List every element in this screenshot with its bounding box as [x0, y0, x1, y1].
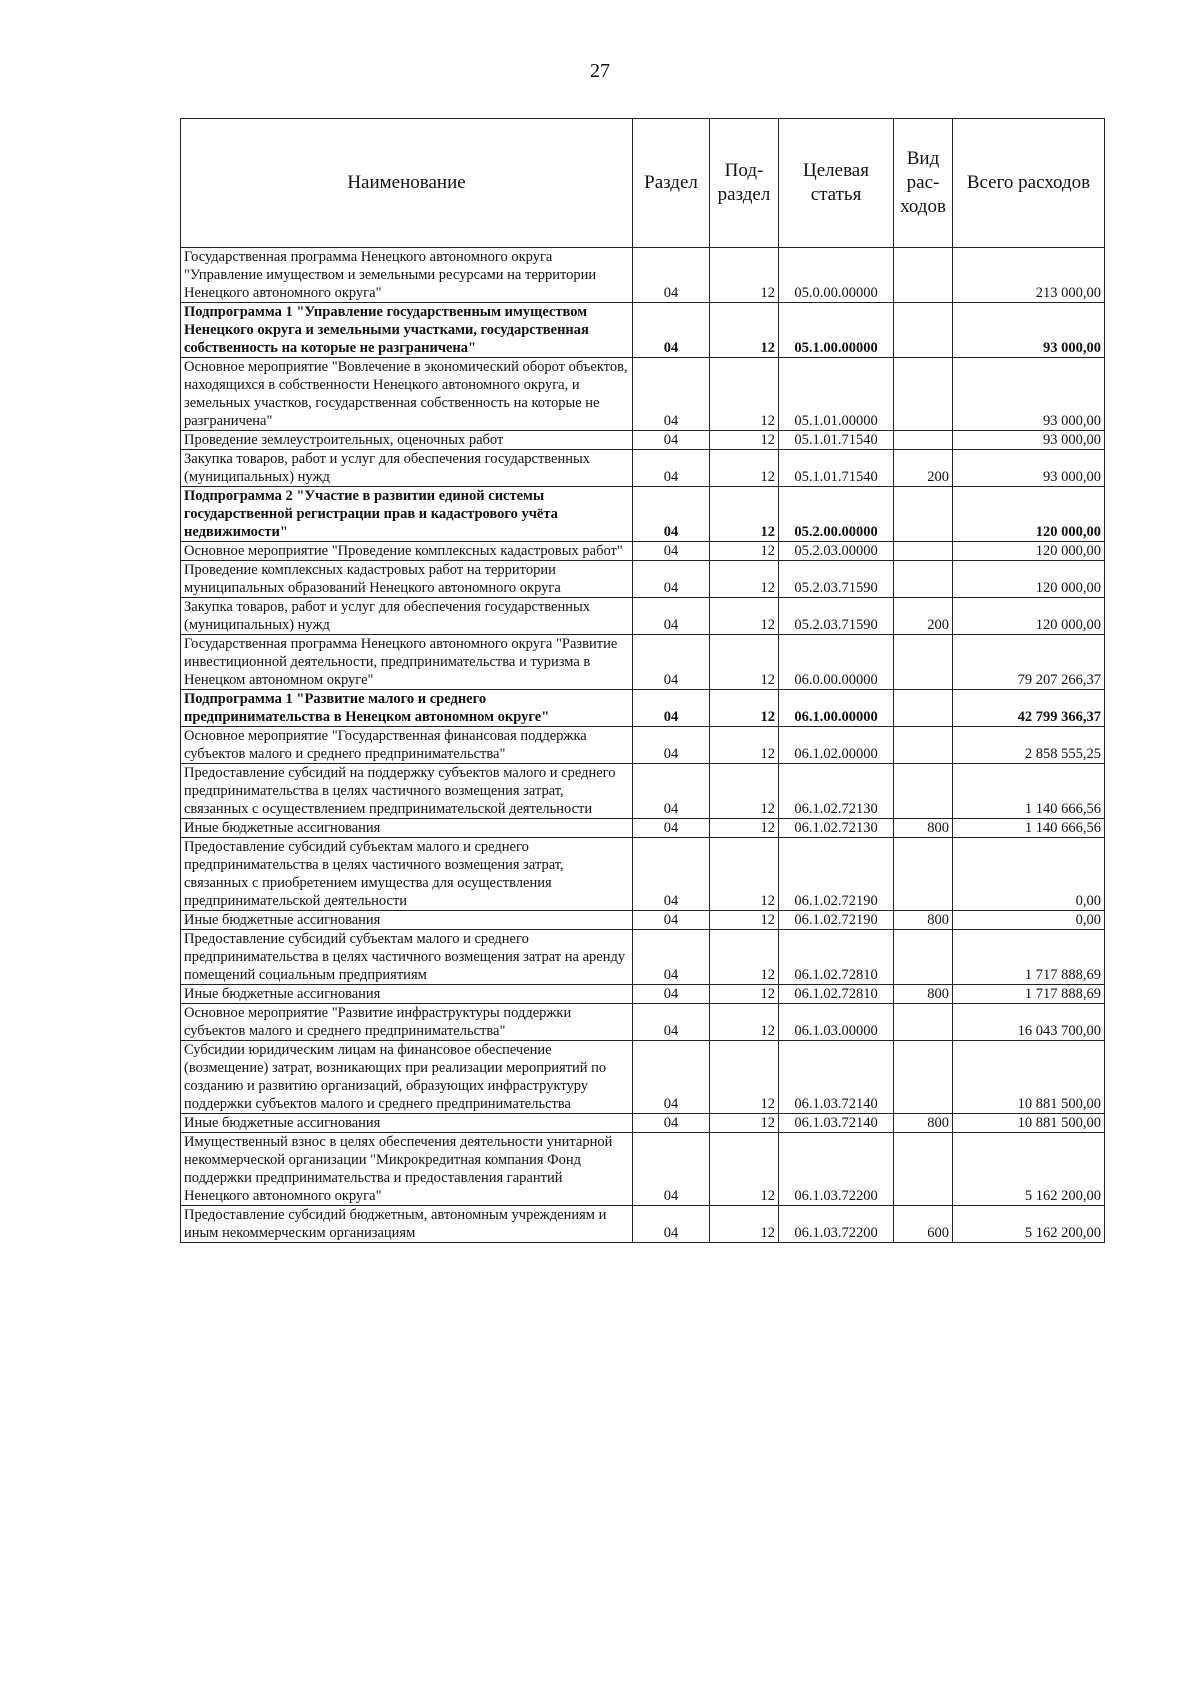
table-row	[181, 985, 1105, 1004]
table-row	[181, 487, 1105, 542]
row-total: 93 000,00	[953, 450, 1105, 487]
row-name: Имущественный взнос в целях обеспечения деятельности унитарной некоммерческой организации "Микрокредитная компания Фонд поддержки предпринимательства и предоставления гарантий Ненецкого автономного округа"	[181, 1133, 633, 1206]
row-kind: 200	[894, 450, 953, 487]
row-subsection: 12	[710, 930, 779, 985]
row-target: 06.1.02.00000	[779, 727, 894, 764]
row-subsection: 12	[710, 1004, 779, 1041]
row-subsection: 12	[710, 1041, 779, 1114]
row-kind: 800	[894, 985, 953, 1004]
table-row	[181, 764, 1105, 819]
table-row	[181, 635, 1105, 690]
row-name: Предоставление субсидий субъектам малого и среднего предпринимательства в целях частичного возмещения затрат, связанных с приобретением имущества для осуществления предпринимательской деятельности	[181, 838, 633, 911]
row-name: Иные бюджетные ассигнования	[181, 1114, 633, 1133]
row-name: Иные бюджетные ассигнования	[181, 819, 633, 838]
row-kind	[894, 431, 953, 450]
row-kind	[894, 690, 953, 727]
row-subsection: 12	[710, 358, 779, 431]
row-section: 04	[633, 542, 710, 561]
row-total: 0,00	[953, 911, 1105, 930]
table-row	[181, 561, 1105, 598]
row-subsection: 12	[710, 450, 779, 487]
row-name: Иные бюджетные ассигнования	[181, 985, 633, 1004]
budget-table-body	[181, 248, 1105, 1243]
row-target: 05.2.03.71590	[779, 598, 894, 635]
table-row	[181, 838, 1105, 911]
row-kind: 800	[894, 911, 953, 930]
row-total: 1 140 666,56	[953, 764, 1105, 819]
row-target: 06.1.02.72810	[779, 930, 894, 985]
row-subsection: 12	[710, 431, 779, 450]
row-kind	[894, 764, 953, 819]
table-row	[181, 819, 1105, 838]
row-name: Подпрограмма 1 "Развитие малого и среднего предпринимательства в Ненецком автономном округе"	[181, 690, 633, 727]
row-name: Подпрограмма 1 "Управление государственным имуществом Ненецкого округа и земельными участками, государственная собственность на которые не разграничена"	[181, 303, 633, 358]
table-row	[181, 930, 1105, 985]
row-target: 05.2.03.00000	[779, 542, 894, 561]
row-target: 06.1.02.72130	[779, 819, 894, 838]
row-target: 05.2.03.71590	[779, 561, 894, 598]
header-kind: Вид рас-ходов	[894, 119, 953, 248]
row-kind	[894, 727, 953, 764]
row-target: 06.1.03.00000	[779, 1004, 894, 1041]
row-total: 5 162 200,00	[953, 1133, 1105, 1206]
row-subsection: 12	[710, 985, 779, 1004]
table-row	[181, 1206, 1105, 1243]
row-section: 04	[633, 248, 710, 303]
row-total: 120 000,00	[953, 598, 1105, 635]
row-total: 120 000,00	[953, 542, 1105, 561]
row-section: 04	[633, 431, 710, 450]
row-name: Иные бюджетные ассигнования	[181, 911, 633, 930]
row-section: 04	[633, 1041, 710, 1114]
header-total: Всего расходов	[953, 119, 1105, 248]
row-subsection: 12	[710, 598, 779, 635]
row-name: Основное мероприятие "Развитие инфраструктуры поддержки субъектов малого и среднего предпринимательства"	[181, 1004, 633, 1041]
row-subsection: 12	[710, 764, 779, 819]
table-row	[181, 727, 1105, 764]
row-name: Предоставление субсидий субъектам малого и среднего предпринимательства в целях частичного возмещения затрат на аренду помещений социальным предприятиям	[181, 930, 633, 985]
row-name: Предоставление субсидий бюджетным, автономным учреждениям и иным некоммерческим организациям	[181, 1206, 633, 1243]
row-kind	[894, 838, 953, 911]
row-section: 04	[633, 727, 710, 764]
row-section: 04	[633, 690, 710, 727]
table-row	[181, 1004, 1105, 1041]
row-total: 93 000,00	[953, 303, 1105, 358]
row-total: 0,00	[953, 838, 1105, 911]
row-name: Проведение землеустроительных, оценочных работ	[181, 431, 633, 450]
row-subsection: 12	[710, 838, 779, 911]
row-total: 79 207 266,37	[953, 635, 1105, 690]
row-subsection: 12	[710, 1206, 779, 1243]
row-total: 1 717 888,69	[953, 985, 1105, 1004]
row-kind	[894, 248, 953, 303]
row-name: Государственная программа Ненецкого автономного округа "Управление имуществом и земельными ресурсами на территории Ненецкого автономного округа"	[181, 248, 633, 303]
row-section: 04	[633, 819, 710, 838]
row-subsection: 12	[710, 561, 779, 598]
row-section: 04	[633, 764, 710, 819]
row-name: Предоставление субсидий на поддержку субъектов малого и среднего предпринимательства в целях частичного возмещения затрат, связанных с осуществлением предпринимательской деятельности	[181, 764, 633, 819]
page-number: 27	[590, 60, 610, 82]
row-target: 06.1.03.72140	[779, 1041, 894, 1114]
row-kind: 200	[894, 598, 953, 635]
row-name: Субсидии юридическим лицам на финансовое обеспечение (возмещение) затрат, возникающих при реализации мероприятий по созданию и развитию организаций, образующих инфраструктуру поддержки субъектов малого и среднего предпринимательства	[181, 1041, 633, 1114]
row-section: 04	[633, 598, 710, 635]
row-total: 93 000,00	[953, 431, 1105, 450]
row-total: 213 000,00	[953, 248, 1105, 303]
row-subsection: 12	[710, 911, 779, 930]
row-subsection: 12	[710, 303, 779, 358]
row-name: Проведение комплексных кадастровых работ на территории муниципальных образований Ненецкого автономного округа	[181, 561, 633, 598]
row-target: 06.0.00.00000	[779, 635, 894, 690]
row-section: 04	[633, 985, 710, 1004]
row-kind	[894, 542, 953, 561]
row-section: 04	[633, 358, 710, 431]
row-name: Основное мероприятие "Вовлечение в экономический оборот объектов, находящихся в собственности Ненецкого автономного округа, и земельных участков, государственная собственность на которые не разграничена"	[181, 358, 633, 431]
row-target: 06.1.02.72130	[779, 764, 894, 819]
row-target: 05.0.00.00000	[779, 248, 894, 303]
row-subsection: 12	[710, 819, 779, 838]
row-kind	[894, 1004, 953, 1041]
row-total: 120 000,00	[953, 561, 1105, 598]
row-total: 2 858 555,25	[953, 727, 1105, 764]
table-row	[181, 358, 1105, 431]
row-kind	[894, 487, 953, 542]
row-subsection: 12	[710, 635, 779, 690]
row-kind: 800	[894, 1114, 953, 1133]
row-section: 04	[633, 303, 710, 358]
row-total: 16 043 700,00	[953, 1004, 1105, 1041]
table-row	[181, 690, 1105, 727]
row-kind: 800	[894, 819, 953, 838]
table-row	[181, 450, 1105, 487]
row-name: Закупка товаров, работ и услуг для обеспечения государственных (муниципальных) нужд	[181, 450, 633, 487]
table-row	[181, 1041, 1105, 1114]
row-target: 05.2.00.00000	[779, 487, 894, 542]
row-target: 05.1.01.71540	[779, 450, 894, 487]
header-subsection: Под-раздел	[710, 119, 779, 248]
row-target: 05.1.01.00000	[779, 358, 894, 431]
row-subsection: 12	[710, 1114, 779, 1133]
row-subsection: 12	[710, 690, 779, 727]
row-name: Государственная программа Ненецкого автономного округа "Развитие инвестиционной деятельности, предпринимательства и туризма в Ненецком автономном округе"	[181, 635, 633, 690]
row-section: 04	[633, 1114, 710, 1133]
table-header-row	[181, 119, 1105, 248]
table-row	[181, 598, 1105, 635]
table-row	[181, 911, 1105, 930]
row-section: 04	[633, 561, 710, 598]
row-target: 06.1.02.72190	[779, 838, 894, 911]
row-kind: 600	[894, 1206, 953, 1243]
row-target: 06.1.02.72810	[779, 985, 894, 1004]
row-subsection: 12	[710, 1133, 779, 1206]
row-target: 05.1.00.00000	[779, 303, 894, 358]
row-target: 06.1.02.72190	[779, 911, 894, 930]
header-name: Наименование	[181, 119, 633, 248]
row-target: 06.1.00.00000	[779, 690, 894, 727]
row-subsection: 12	[710, 727, 779, 764]
table-row	[181, 1114, 1105, 1133]
row-total: 120 000,00	[953, 487, 1105, 542]
row-section: 04	[633, 1004, 710, 1041]
row-subsection: 12	[710, 248, 779, 303]
row-name: Закупка товаров, работ и услуг для обеспечения государственных (муниципальных) нужд	[181, 598, 633, 635]
row-section: 04	[633, 450, 710, 487]
row-kind	[894, 303, 953, 358]
budget-table	[180, 118, 1105, 1243]
row-section: 04	[633, 487, 710, 542]
row-subsection: 12	[710, 487, 779, 542]
row-target: 06.1.03.72200	[779, 1206, 894, 1243]
header-target: Целевая статья	[779, 119, 894, 248]
table-row	[181, 303, 1105, 358]
row-total: 10 881 500,00	[953, 1041, 1105, 1114]
row-total: 5 162 200,00	[953, 1206, 1105, 1243]
row-total: 42 799 366,37	[953, 690, 1105, 727]
row-name: Основное мероприятие "Проведение комплексных кадастровых работ"	[181, 542, 633, 561]
row-kind	[894, 561, 953, 598]
row-section: 04	[633, 911, 710, 930]
table-row	[181, 248, 1105, 303]
row-total: 1 717 888,69	[953, 930, 1105, 985]
table-row	[181, 542, 1105, 561]
row-target: 06.1.03.72140	[779, 1114, 894, 1133]
table-row	[181, 1133, 1105, 1206]
row-section: 04	[633, 1206, 710, 1243]
row-subsection: 12	[710, 542, 779, 561]
row-kind	[894, 930, 953, 985]
table-row	[181, 431, 1105, 450]
row-total: 93 000,00	[953, 358, 1105, 431]
row-kind	[894, 1041, 953, 1114]
row-section: 04	[633, 1133, 710, 1206]
row-total: 10 881 500,00	[953, 1114, 1105, 1133]
row-total: 1 140 666,56	[953, 819, 1105, 838]
row-target: 05.1.01.71540	[779, 431, 894, 450]
row-kind	[894, 358, 953, 431]
row-name: Основное мероприятие "Государственная финансовая поддержка субъектов малого и среднего предпринимательства"	[181, 727, 633, 764]
header-section: Раздел	[633, 119, 710, 248]
row-section: 04	[633, 930, 710, 985]
row-name: Подпрограмма 2 "Участие в развитии единой системы государственной регистрации прав и кадастрового учёта недвижимости"	[181, 487, 633, 542]
row-kind	[894, 1133, 953, 1206]
row-kind	[894, 635, 953, 690]
row-section: 04	[633, 635, 710, 690]
row-target: 06.1.03.72200	[779, 1133, 894, 1206]
row-section: 04	[633, 838, 710, 911]
